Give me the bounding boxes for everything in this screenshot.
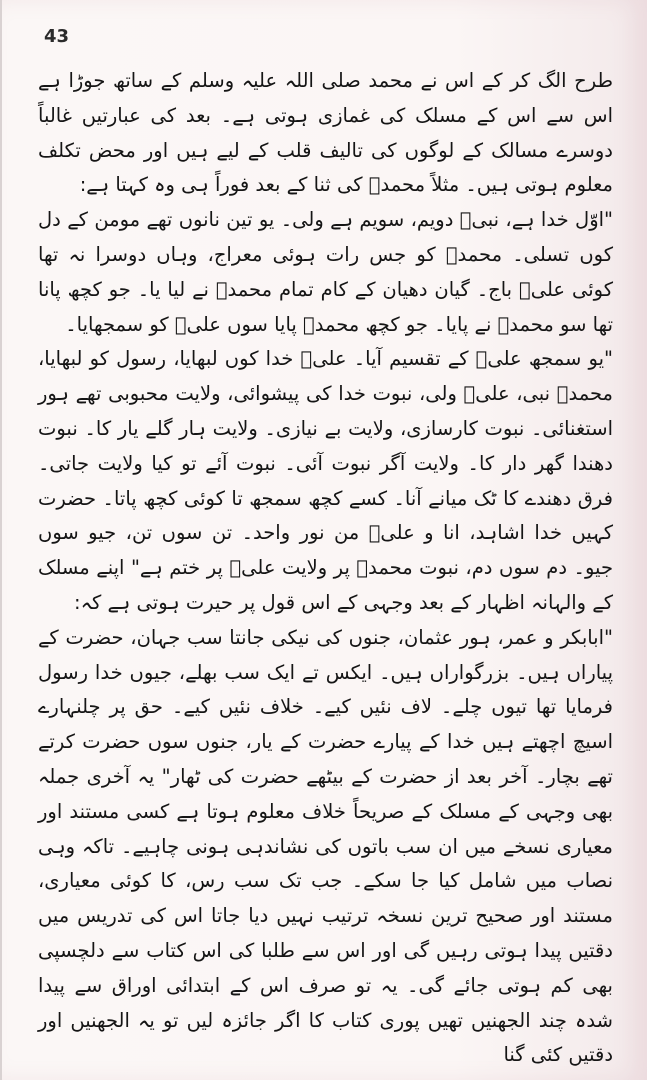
page-number: 43 (44, 26, 70, 47)
quote-paragraph-1: "اوّل خدا ہے، نبیؐ دویم، سویم ہے ولی۔ یو تین نانوں تھے مومن کے دل کوں تسلی۔ محمدؐ کو جس رات ہوئی معراج، وہاں دوسرا نہ تھا کوئی علیؑ باج۔ گیان دھیان کے کام تمام محمدؐ نے لیا یا۔ جو کچھ پانا تھا سو محمدؐ نے پایا۔ جو کچھ محمدؐ پایا سوں علیؑ کو سمجھایا۔ (38, 208, 613, 336)
quote-paragraph-3: "ابابکر و عمر، ہور عثمان، جنوں کی نیکی جانتا سب جہان، حضرت کے پیاراں ہیں۔ بزرگواراں ہیں۔ ایکس تے ایک سب بھلے، جیوں خدا رسول فرمایا تھا تیوں چلے۔ لاف نئیں کیے۔ خلاف نئیں کیے۔ حق پر چلنہارے اسیچ اچھتے ہیں خدا کے پیارے حضرت کے یار، جنوں سوں حضرت کرتے تھے بچار۔ آخر بعد از حضرت کے بیٹھے حضرت کی ٹھار" یہ آخری جملہ بھی وجہی کے مسلک کے صریحاً خلاف معلوم ہوتا ہے کسی مستند اور معیاری نسخے میں ان سب باتوں کی نشاندہی ہونی چاہیے۔ تاکہ وہی نصاب میں شامل کیا جا سکے۔ جب تک سب رس، کا کوئی معیاری، مستند اور صحیح ترین نسخہ ترتیب نہیں دیا جاتا اس کی تدریس میں دقتیں پیدا ہوتی رہیں گی اور اس سے طلبا کی اس کتاب سے دلچسپی بھی کم ہوتی جائے گی۔ یہ تو صرف اس کے ابتدائی اوراق سے پیدا شدہ چند الجھنیں تھیں پوری کتاب کا اگر جائزہ لیں تو یہ الجھنیں اور دقتیں کئی گنا (38, 625, 613, 1067)
quote-paragraph-2: "یو سمجھ علیؑ کے تقسیم آیا۔ علیؑ خدا کوں لبھایا، رسول کو لبھایا، محمدؐ نبی، علیؑ ولی، نبوت خدا کی پیشوائی، ولایت محبوبی تھے ہور استغنائی۔ نبوت کارسازی، ولایت بے نیازی۔ ولایت ہار گلے یار کا۔ نبوت دھندا گھر دار کا۔ ولایت آگر نبوت آئی۔ نبوت آئے تو کیا ولایت جاتی۔ فرق دھندے کا ٹک میانے آنا۔ کسے کچھ سمجھ تا کوئی کچھ پاتا۔ حضرت کہیں خدا اشاہد، انا و علیؑ من نور واحد۔ تن سوں تن، جیو سوں جیو۔ دم سوں دم، نبوت محمدؐ پر ولایت علیؑ پر ختم ہے" اپنے مسلک کے والہانہ اظہار کے بعد وجہی کے اس قول پر حیرت ہوتی ہے کہ: (38, 347, 613, 614)
page-text (38, 64, 613, 1073)
paragraph-intro: طرح الگ کر کے اس نے محمد صلی اللہ علیہ وسلم کے ساتھ جوڑا ہے اس سے اس کے مسلک کی غمازی ہوتی ہے۔ بعد کی عبارتیں غالباً دوسرے مسالک کے لوگوں کی تالیف قلب کے لیے ہیں اور محض تکلف معلوم ہوتی ہیں۔ مثلاً محمدؐ کی ثنا کے بعد فوراً ہی وہ کہتا ہے: (38, 69, 613, 197)
